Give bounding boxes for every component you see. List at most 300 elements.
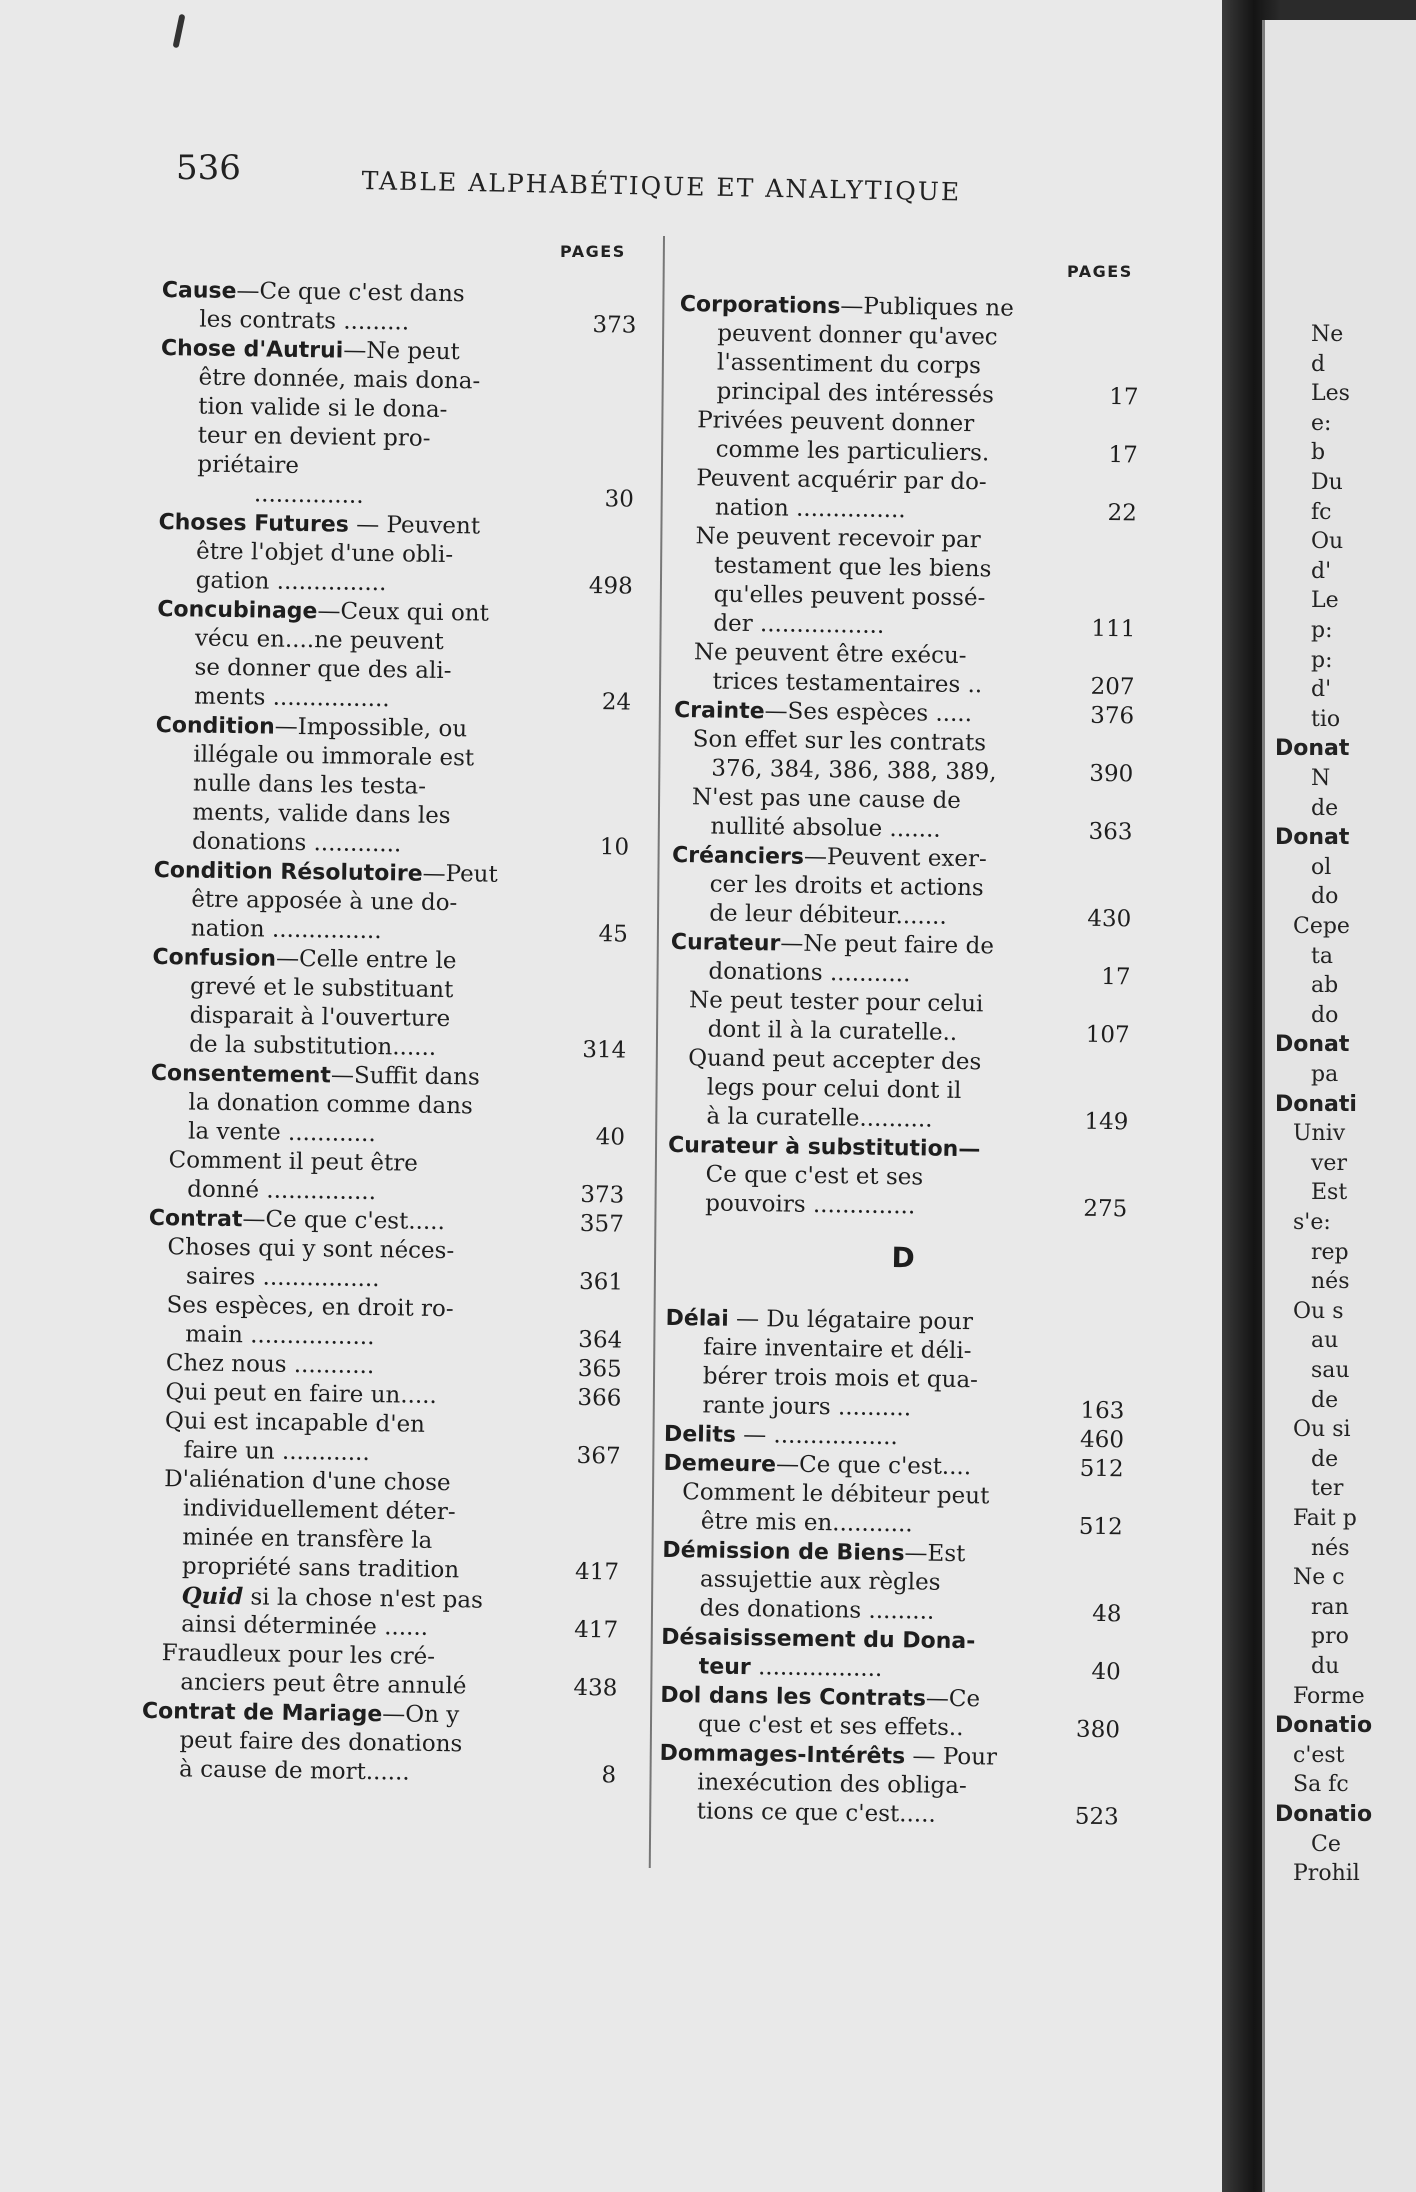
index-text: Chez nous ........... <box>165 1350 375 1380</box>
index-text: être mis en........... <box>700 1508 913 1538</box>
index-entry-text <box>191 914 382 946</box>
index-entry-text <box>182 1552 460 1585</box>
index-text: legs pour celui dont il <box>706 1074 962 1105</box>
next-page-fragment: ver <box>1311 1150 1347 1176</box>
index-entry-text <box>705 1189 915 1221</box>
index-entry-text <box>167 1233 454 1266</box>
index-text: D'aliénation d'une chose <box>164 1466 451 1497</box>
index-text: inexécution des obliga- <box>696 1769 967 1800</box>
index-text: —On y <box>382 1701 460 1729</box>
next-page-fragment: e: <box>1311 410 1332 436</box>
index-entry-text <box>190 972 454 1005</box>
next-page-edge <box>1262 20 1416 2192</box>
next-page-fragment: Fait p <box>1293 1506 1357 1531</box>
index-entry-text <box>166 1291 453 1324</box>
index-keyword: Dol dans les Contrats <box>660 1682 927 1712</box>
next-page-fragment: Ou si <box>1293 1417 1351 1443</box>
index-text: la donation comme dans <box>188 1089 473 1120</box>
index-entry-text <box>161 334 460 367</box>
page-reference: 367 <box>576 1442 621 1470</box>
index-text: ments ................ <box>193 683 390 713</box>
index-entry-text <box>187 1175 376 1207</box>
index-text: des donations ......... <box>699 1595 935 1625</box>
index-text: — Du légataire pour <box>728 1305 974 1336</box>
index-entry-text <box>179 1755 410 1787</box>
page-header: TABLE ALPHABÉTIQUE ET ANALYTIQUE <box>361 166 962 207</box>
index-keyword: Contrat <box>148 1205 243 1233</box>
index-keyword: Consentement <box>150 1060 332 1089</box>
index-entry-text <box>714 581 986 614</box>
index-entry-text <box>701 1507 913 1539</box>
index-text: pouvoirs .............. <box>705 1190 916 1220</box>
index-entry-text <box>697 1768 967 1801</box>
index-text: à cause de mort...... <box>178 1756 410 1786</box>
index-text: peut faire des donations <box>179 1727 463 1758</box>
index-entry-text <box>186 1262 380 1294</box>
index-text: illégale ou immorale est <box>193 741 475 772</box>
next-page-fragment: p: <box>1311 618 1333 643</box>
page-reference: 498 <box>588 572 633 600</box>
index-text: —Publiques ne <box>840 293 1014 322</box>
index-text: —Impossible, ou <box>274 713 468 743</box>
next-page-fragment: do <box>1311 884 1339 910</box>
index-text: —Ne peut <box>343 337 460 366</box>
index-entry-text <box>193 769 426 801</box>
right-index-column <box>659 290 1160 1833</box>
index-entry-text <box>714 552 992 585</box>
index-entry-text <box>162 1639 436 1672</box>
index-text: nation ............... <box>714 494 906 524</box>
next-page-fragment: d' <box>1311 677 1332 703</box>
index-entry-text <box>194 653 451 686</box>
index-text: Privées peuvent donner <box>697 407 975 438</box>
next-page-fragment: Cepe <box>1293 914 1350 939</box>
index-text: être l'objet d'une obli- <box>195 538 454 569</box>
index-entry-text <box>668 1131 981 1164</box>
next-page-fragment: du <box>1311 1654 1340 1679</box>
index-entry-text <box>198 422 431 454</box>
next-page-fragment: ran <box>1311 1594 1349 1620</box>
index-text: teur en devient pro- <box>197 422 431 452</box>
index-entry-text <box>157 595 489 629</box>
index-text: Ne peuvent être exécu- <box>693 639 967 670</box>
page-reference: 207 <box>1090 673 1135 701</box>
page-reference: 363 <box>1088 818 1133 846</box>
index-text: —Ce que c'est.... <box>775 1451 972 1481</box>
left-index-column <box>141 276 642 1791</box>
page-reference: 376 <box>1090 702 1135 730</box>
index-entry-text <box>700 1565 941 1597</box>
index-entry-text <box>181 1610 428 1642</box>
index-entry-text <box>680 290 1014 324</box>
index-keyword: Condition Résolutoire <box>153 857 423 887</box>
index-text: bérer trois mois et qua- <box>702 1363 979 1394</box>
index-entry-text <box>696 464 987 497</box>
index-entry-text <box>180 1668 466 1701</box>
page-reference: 30 <box>604 486 635 513</box>
index-entry-text <box>695 522 981 555</box>
index-text: Quand peut accepter des <box>688 1045 982 1076</box>
index-entry-text <box>151 1059 480 1093</box>
index-entry-text <box>158 508 480 541</box>
next-page-fragment: c'est <box>1293 1742 1345 1768</box>
page-reference: 357 <box>579 1210 624 1238</box>
index-entry-text <box>192 798 450 831</box>
index-entry-text <box>193 740 474 773</box>
index-keyword: Delits <box>663 1421 737 1448</box>
index-entry-text <box>708 957 910 989</box>
next-page-fragment: Ou <box>1311 529 1344 555</box>
index-entry-text <box>697 406 974 439</box>
index-text: tion valide si le dona- <box>197 393 448 423</box>
next-page-fragment: rep <box>1311 1239 1349 1265</box>
next-page-fragment: fc <box>1311 499 1332 525</box>
index-text: —Peut <box>422 860 498 888</box>
index-text: — ................. <box>735 1421 898 1451</box>
index-text: —Ce <box>925 1685 981 1713</box>
index-text: — Pour <box>905 1743 998 1771</box>
index-entry-text <box>162 276 465 309</box>
index-text: anciers peut être annulé <box>180 1669 467 1700</box>
index-entry-text <box>694 638 967 671</box>
index-entry-text <box>183 1436 370 1468</box>
page-reference: 460 <box>1079 1426 1125 1454</box>
index-text: nulle dans les testa- <box>192 770 427 800</box>
next-page-fragment: Donatio <box>1275 1802 1373 1827</box>
pages-label-right: PAGES <box>1067 262 1133 281</box>
next-page-fragment: do <box>1311 1002 1339 1028</box>
index-text: —Celle entre le <box>275 945 457 975</box>
index-keyword: Désaisissement du Dona- <box>661 1624 976 1655</box>
page-reference: 512 <box>1078 1513 1123 1541</box>
next-page-fragment: de <box>1311 1446 1339 1472</box>
index-text: N'est pas une cause de <box>691 784 962 814</box>
page-reference: 366 <box>577 1384 622 1412</box>
index-text: l'assentiment du corps <box>716 349 982 380</box>
index-text: comme les particuliers. <box>715 436 990 467</box>
page-reference: 40 <box>1091 1658 1121 1686</box>
index-keyword: Curateur <box>670 929 781 957</box>
index-entry-text <box>702 1391 911 1423</box>
next-page-fragment: ab <box>1311 973 1339 999</box>
index-text: que c'est et ses effets.. <box>697 1711 964 1742</box>
index-entry-text <box>706 1102 932 1134</box>
page-reference: 149 <box>1084 1108 1129 1136</box>
index-text: la vente ............ <box>187 1118 376 1148</box>
index-entry-text <box>717 320 998 353</box>
index-entry-text <box>665 1304 973 1337</box>
index-text: Comment il peut être <box>168 1147 419 1177</box>
section-letter: D <box>891 1241 915 1275</box>
index-entry-text <box>703 1333 972 1366</box>
index-text: —Ses espèces ..... <box>764 698 973 728</box>
index-text: —Suffit dans <box>330 1062 480 1091</box>
index-keyword: Confusion <box>152 944 277 972</box>
index-entry-text <box>664 1420 898 1452</box>
index-entry-text <box>707 1015 957 1047</box>
index-entry-text <box>142 1697 460 1730</box>
index-text: à la curatelle.......... <box>706 1103 933 1133</box>
index-text: vécu en....ne peuvent <box>194 625 444 655</box>
next-page-fragment: nés <box>1311 1269 1350 1295</box>
index-text: propriété sans tradition <box>181 1553 460 1584</box>
index-entry-text <box>698 1710 964 1743</box>
index-entry-text <box>663 1449 971 1482</box>
index-text: Son effet sur les contrats <box>692 726 987 757</box>
index-entry-text <box>715 494 906 526</box>
next-page-fragment: ta <box>1311 943 1333 969</box>
next-page-fragment: sau <box>1311 1358 1350 1383</box>
index-text: — Peuvent <box>348 511 481 540</box>
next-page-fragment: Donat <box>1275 825 1350 851</box>
page-number: 536 <box>176 148 241 188</box>
index-text: —Ne peut faire de <box>780 930 995 960</box>
index-keyword: Curateur à substitution— <box>667 1132 981 1163</box>
index-text: ............... <box>253 481 364 509</box>
page-reference: 107 <box>1085 1021 1130 1049</box>
index-entry-text <box>179 1726 462 1759</box>
index-entry-text <box>672 841 987 874</box>
index-text: nation ............... <box>190 915 382 945</box>
index-text: se donner que des ali- <box>194 654 452 685</box>
index-entry-text <box>659 1739 997 1773</box>
index-text: Ne peuvent recevoir par <box>695 523 981 554</box>
index-entry-text <box>166 1349 375 1381</box>
index-entry-text <box>254 480 364 511</box>
page-reference: 111 <box>1091 615 1136 643</box>
page-reference: 380 <box>1075 1716 1121 1744</box>
index-text: être apposée à une do- <box>191 886 458 917</box>
index-entry-text <box>709 870 983 903</box>
index-text: individuellement déter- <box>182 1495 456 1526</box>
index-entry-text <box>703 1362 979 1395</box>
next-page-fragment: Sa fc <box>1293 1772 1349 1798</box>
index-keyword: Crainte <box>673 697 765 725</box>
next-page-fragment: b <box>1311 440 1326 466</box>
page-reference: 361 <box>578 1268 624 1296</box>
index-entry-text <box>693 725 987 758</box>
index-entry-text <box>165 1407 425 1440</box>
index-text: —Ceux qui ont <box>317 598 490 627</box>
page-reference: 45 <box>598 921 629 948</box>
index-text: Peuvent acquérir par do- <box>696 465 987 496</box>
index-text: 376, 384, 386, 388, 389, <box>711 755 997 786</box>
next-page-fragment: tio <box>1311 706 1341 732</box>
page-reference: 512 <box>1079 1455 1124 1483</box>
index-text: Comment le débiteur peut <box>682 1479 990 1510</box>
next-page-fragment: Donatio <box>1275 1713 1373 1739</box>
index-text: trices testamentaires .. <box>712 668 983 699</box>
index-text: —Ce que c'est..... <box>242 1206 446 1236</box>
index-text: donné ............... <box>187 1176 377 1206</box>
page-reference: 163 <box>1080 1397 1125 1425</box>
page-reference: 24 <box>601 689 632 716</box>
index-text: —Est <box>904 1540 966 1568</box>
index-keyword: Contrat de Mariage <box>141 1698 383 1728</box>
index-text: ments, valide dans les <box>192 799 451 830</box>
page-reference: 8 <box>601 1762 617 1789</box>
next-page-fragment: Ce <box>1311 1831 1341 1857</box>
index-entry-text <box>199 306 409 338</box>
index-text: assujettie aux règles <box>699 1566 941 1596</box>
index-text: —Ce que c'est dans <box>236 278 465 308</box>
index-entry-text <box>660 1681 980 1714</box>
index-keyword: Créanciers <box>671 842 805 870</box>
page-reference: 17 <box>1109 384 1139 411</box>
index-entry-text <box>716 436 990 469</box>
next-page-fragment: au <box>1311 1328 1339 1354</box>
index-text: rante jours .......... <box>702 1392 912 1422</box>
index-entry-text <box>185 1320 375 1352</box>
page-reference: 417 <box>574 1558 620 1586</box>
index-text: les contrats ......... <box>199 306 410 336</box>
next-page-fragment: s'e: <box>1293 1210 1331 1235</box>
index-keyword: Dommages-Intérêts <box>659 1740 906 1770</box>
next-page-fragment: pro <box>1311 1624 1349 1650</box>
index-entry-text <box>194 682 390 714</box>
index-text: être donnée, mais dona- <box>198 364 481 395</box>
index-text: principal des intéressés <box>716 378 995 409</box>
next-page-fragment: ter <box>1311 1476 1344 1502</box>
next-page-fragment: Ne c <box>1293 1565 1345 1591</box>
index-entry-text <box>165 1378 437 1411</box>
page-reference: 430 <box>1087 905 1132 933</box>
index-entry-text <box>192 827 402 859</box>
page-reference: 17 <box>1100 963 1131 991</box>
index-entry-text <box>717 349 981 382</box>
index-entry-text <box>196 538 453 571</box>
next-page-fragment: Est <box>1311 1180 1348 1206</box>
index-entry-text <box>196 567 387 599</box>
index-text: grevé et le substituant <box>189 973 454 1004</box>
next-page-fragment: p: <box>1311 647 1333 673</box>
index-entry-text <box>710 812 941 844</box>
index-text: peuvent donner qu'avec <box>717 320 998 351</box>
index-entry-text <box>699 1594 934 1626</box>
index-text: nullité absolue ....... <box>710 813 941 843</box>
next-page-fragment: Du <box>1311 470 1343 495</box>
index-entry-text <box>182 1523 432 1555</box>
page-reference: 314 <box>582 1036 627 1064</box>
index-text: saires ................ <box>185 1263 380 1293</box>
index-entry-text <box>697 1797 936 1829</box>
index-entry-text <box>152 943 456 976</box>
index-text: minée en transfère la <box>182 1524 433 1554</box>
page-reference: 365 <box>577 1355 622 1383</box>
index-entry-text <box>709 899 947 931</box>
next-page-fragment: N <box>1311 766 1331 791</box>
next-page-fragment: de <box>1311 795 1339 821</box>
index-text: dont il à la curatelle.. <box>707 1016 958 1046</box>
index-text: ainsi déterminée ...... <box>180 1611 429 1641</box>
index-entry-text <box>688 1044 981 1077</box>
next-page-fragment: Prohil <box>1293 1861 1360 1887</box>
index-italic: Quid <box>181 1582 244 1611</box>
next-page-fragment: Forme <box>1293 1683 1365 1709</box>
next-page-fragment: nés <box>1311 1535 1350 1561</box>
index-text: faire inventaire et déli- <box>703 1334 972 1365</box>
index-keyword: teur <box>698 1654 751 1681</box>
index-keyword: Chose d'Autrui <box>160 335 344 364</box>
index-text: gation ............... <box>195 567 387 597</box>
index-text: si la chose n'est pas <box>242 1584 484 1614</box>
index-entry-text <box>689 986 984 1019</box>
index-entry-text <box>713 609 884 640</box>
index-text: qu'elles peuvent possé- <box>713 581 986 612</box>
index-text: Qui peut en faire un..... <box>165 1379 438 1409</box>
index-entry-text <box>682 1478 989 1511</box>
index-text: main ................. <box>185 1321 375 1351</box>
index-text: der ................. <box>713 610 885 639</box>
index-entry-text <box>671 928 994 962</box>
page-reference: 373 <box>592 312 637 339</box>
index-text: Ce que c'est et ses <box>705 1161 924 1191</box>
index-text: Ses espèces, en droit ro- <box>166 1292 454 1323</box>
index-entry-text <box>183 1494 456 1527</box>
index-entry-text <box>662 1536 965 1569</box>
index-keyword: Concubinage <box>157 596 318 625</box>
index-entry-text <box>674 696 972 729</box>
page-reference: 373 <box>580 1181 625 1209</box>
index-entry-text <box>198 364 480 397</box>
next-page-fragment: Donat <box>1275 736 1350 762</box>
margin-pen-mark <box>173 14 186 49</box>
next-page-fragment: d' <box>1311 558 1332 584</box>
next-page-fragment: Le <box>1311 588 1339 614</box>
index-entry-text <box>149 1204 445 1237</box>
index-entry-text <box>712 667 982 700</box>
index-entry-text <box>168 1146 418 1178</box>
index-text: ................. <box>750 1654 883 1682</box>
next-page-fragment: Ne <box>1311 322 1344 347</box>
index-text: disparait à l'ouverture <box>189 1002 451 1033</box>
index-keyword: Corporations <box>679 291 841 320</box>
index-text: testament que les biens <box>713 552 992 583</box>
index-entry-text <box>195 624 444 656</box>
index-text: faire un ............ <box>183 1437 370 1467</box>
index-keyword: Choses Futures <box>158 509 350 538</box>
index-text: Qui est incapable d'en <box>164 1408 426 1438</box>
page-reference: 17 <box>1108 441 1138 469</box>
index-text: —Peuvent exer- <box>803 843 987 873</box>
next-page-fragment: ol <box>1311 854 1332 880</box>
page-reference: 10 <box>599 834 630 861</box>
index-entry-text <box>707 1073 962 1106</box>
index-entry-text <box>164 1465 451 1498</box>
page-reference: 390 <box>1089 760 1134 788</box>
index-text: donations ............ <box>191 828 402 858</box>
index-keyword: Délai <box>665 1305 729 1332</box>
page-reference: 523 <box>1074 1803 1119 1831</box>
index-text: cer les droits et actions <box>709 871 984 902</box>
index-line <box>141 1755 621 1791</box>
index-text: priétaire <box>197 451 300 479</box>
index-text: donations ........... <box>708 958 911 988</box>
next-page-fragment: Donat <box>1275 1032 1350 1058</box>
index-entry-text <box>661 1623 976 1656</box>
index-keyword: Cause <box>161 277 237 305</box>
index-keyword: Condition <box>155 712 275 740</box>
next-page-fragment: pa <box>1311 1062 1339 1087</box>
page-reference: 364 <box>578 1326 623 1354</box>
index-entry-text <box>188 1117 376 1149</box>
index-entry-text <box>197 451 299 481</box>
page-reference: 417 <box>574 1616 619 1644</box>
index-keyword: Démission de Biens <box>662 1537 905 1567</box>
index-entry-text <box>189 1030 436 1062</box>
index-text: de leur débiteur....... <box>709 900 947 930</box>
page-reference: 48 <box>1092 1600 1122 1628</box>
